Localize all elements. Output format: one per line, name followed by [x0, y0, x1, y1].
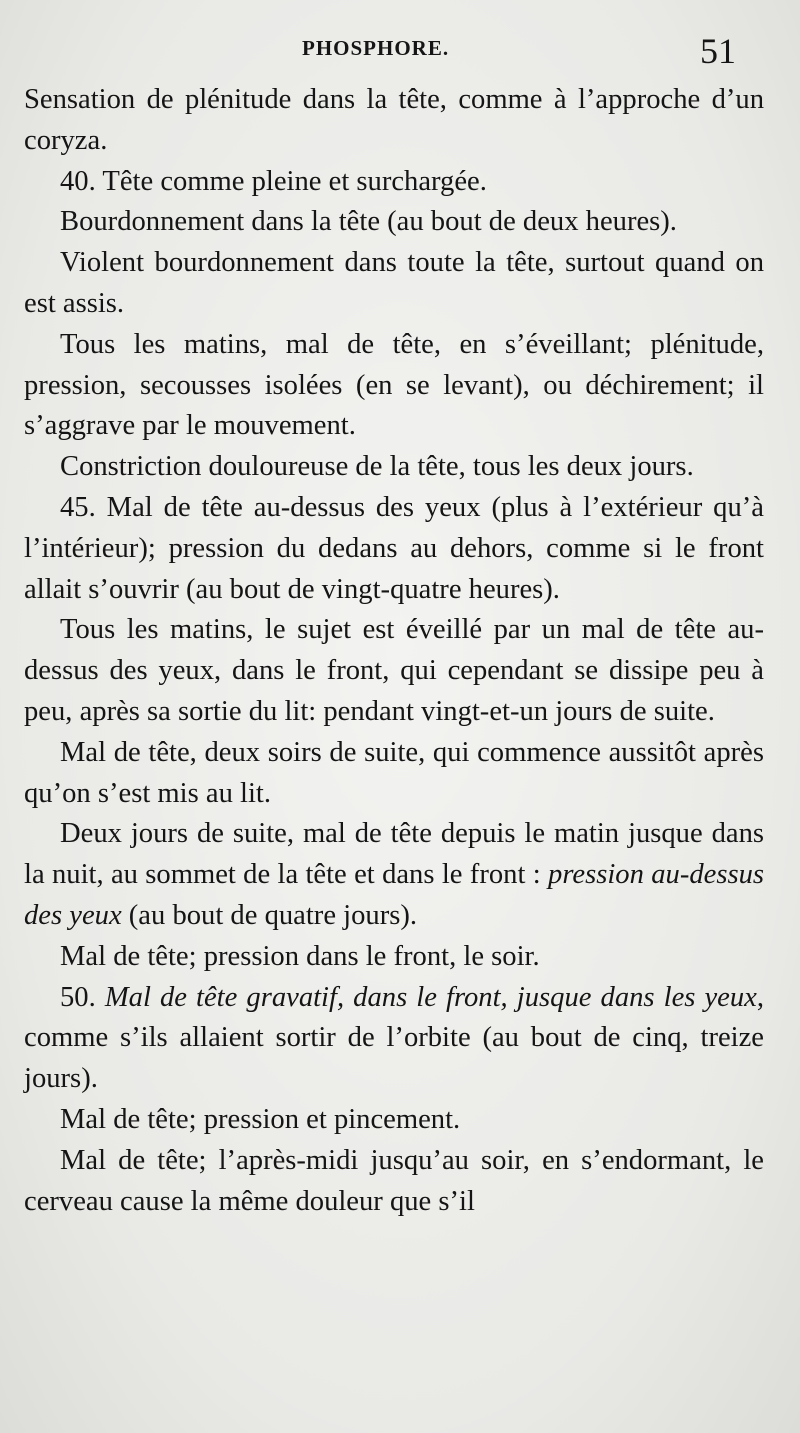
paragraph-12 [24, 978, 764, 1100]
paragraph-12-text-c: , comme s’ils allaient sortir de l’orbite (au bout de cinq, treize jours). [24, 981, 764, 1095]
paragraph-5: Tous les matins, mal de tête, en s’éveillant; plénitude, pression, secousses isolées (en se levant), ou déchirement; il s’aggrave par le mouvement. [24, 328, 764, 442]
page-number: 51 [700, 31, 736, 71]
paragraph-13: Mal de tête; pression et pincement. [60, 1103, 461, 1135]
paragraph-8: Tous les matins, le sujet est éveillé par un mal de tête au-dessus des yeux, dans le front, qui cependant se dissipe peu à peu, après sa sortie du lit: pendant vingt-et-un jours de suite. [24, 614, 764, 727]
paragraph-10 [24, 814, 764, 936]
paragraph-3: Bourdonnement dans la tête (au bout de deux heures). [60, 206, 677, 238]
paragraph-4: Violent bourdonnement dans toute la tête, surtout quand on est assis. [24, 247, 764, 319]
paragraph-1: Sensation de plénitude dans la tête, comme à l’approche d’un coryza. [24, 84, 764, 156]
paragraph-12-italic: Mal de tête gravatif, dans le front, jusque dans les yeux [104, 981, 757, 1013]
paragraph-11: Mal de tête; pression dans le front, le soir. [60, 940, 540, 972]
paragraph-12-number: 50. [60, 981, 105, 1013]
paragraph-9: Mal de tête, deux soirs de suite, qui commence aussitôt après qu’on s’est mis au lit. [24, 736, 764, 809]
page-header [0, 30, 800, 78]
paragraph-7: 45. Mal de tête au-dessus des yeux (plus à l’extérieur qu’à l’intérieur); pression du dedans au dehors, comme si le front allait s’ouvrir (au bout de vingt-quatre heures). [24, 491, 764, 605]
paragraph-6: Constriction douloureuse de la tête, tous les deux jours. [60, 451, 694, 483]
running-title: PHOSPHORE. [302, 36, 450, 60]
paragraph-2: 40. Tête comme pleine et surchargée. [60, 165, 487, 197]
paragraph-10-text-c: (au bout de quatre jours). [121, 899, 418, 931]
paragraph-10-italic: pression au-dessus des yeux [24, 859, 765, 931]
paragraph-14: Mal de tête; l’après-midi jusqu’au soir, en s’endormant, le cerveau cause la même douleur que s’il [24, 1144, 764, 1217]
body-text [24, 80, 764, 1222]
paragraph-10-text-a: Deux jours de suite, mal de tête depuis le matin jusque dans la nuit, au sommet de la tête et dans le front : [24, 818, 764, 891]
